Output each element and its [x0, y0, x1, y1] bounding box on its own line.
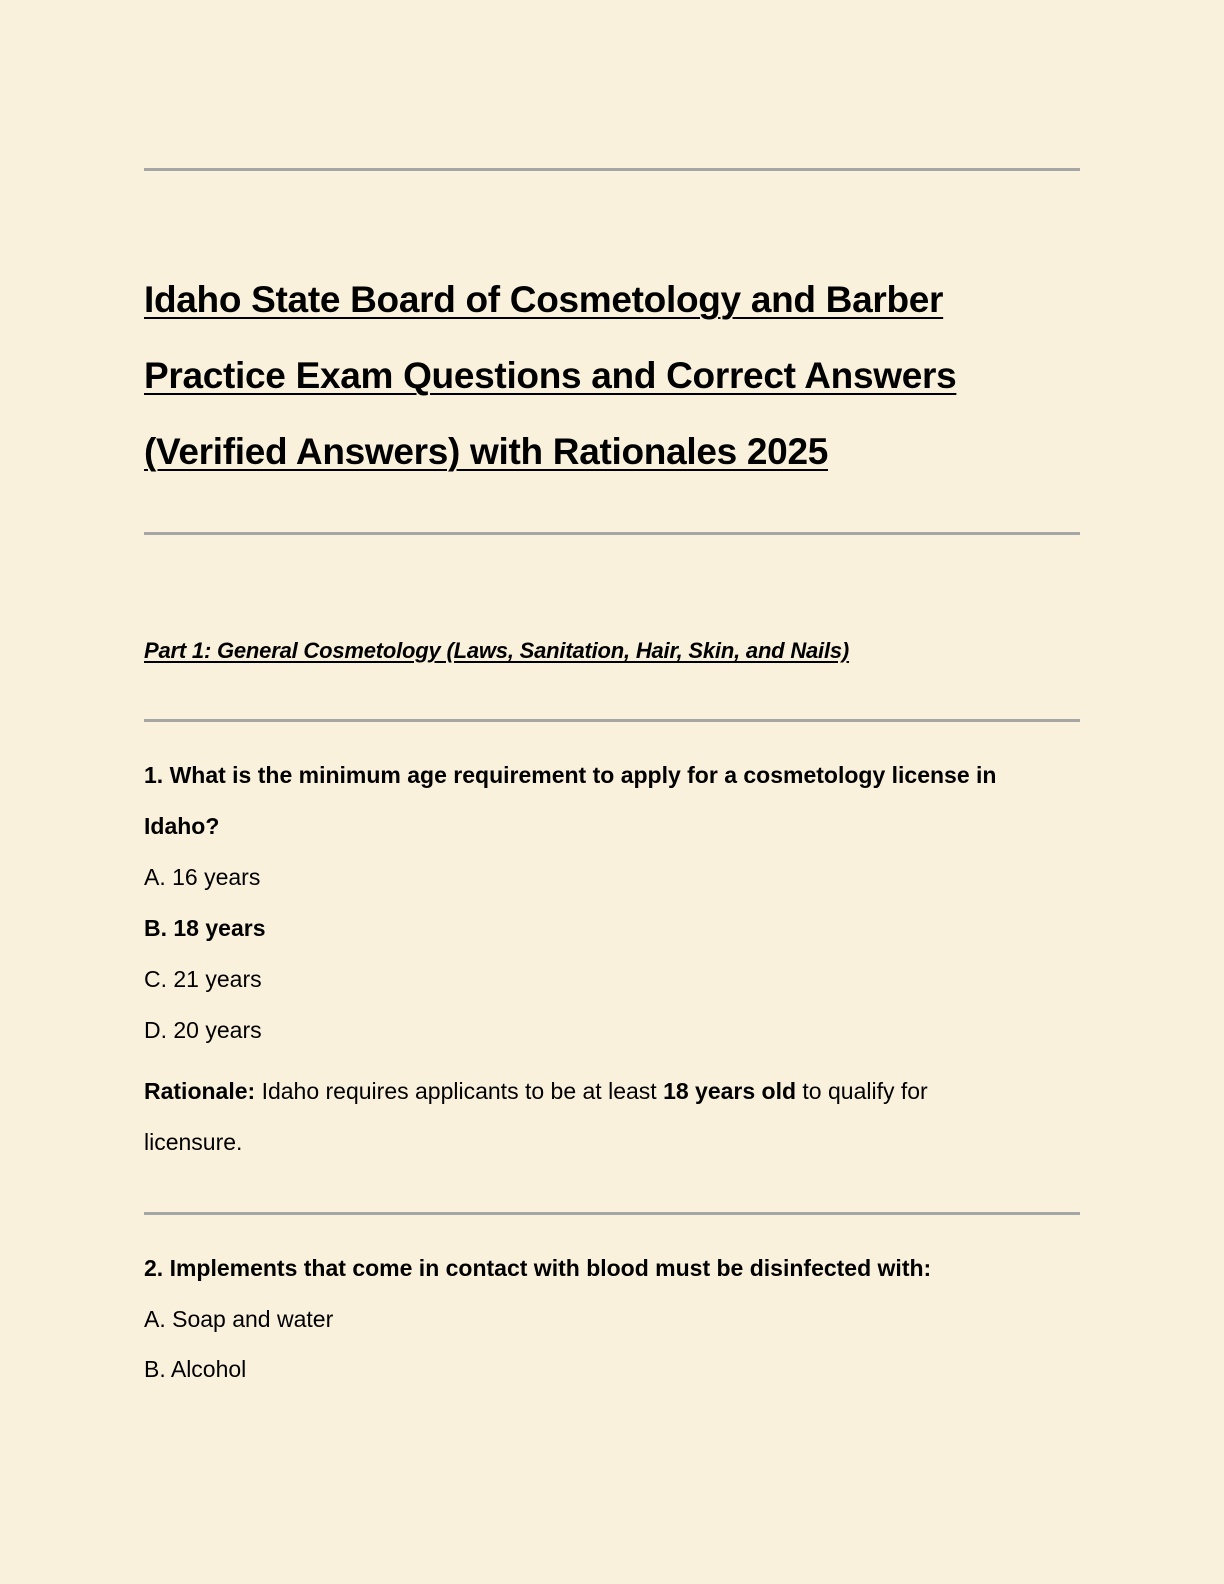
horizontal-rule-top	[144, 168, 1080, 171]
question-1-option-d: D. 20 years	[144, 1017, 262, 1043]
question-1-option-a: A. 16 years	[144, 864, 261, 890]
rationale-text-before: Idaho requires applicants to be at least	[255, 1078, 664, 1104]
question-1-text-line-2: Idaho?	[144, 813, 220, 839]
rationale-label: Rationale:	[144, 1078, 256, 1104]
title-line-1: Idaho State Board of Cosmetology and Barber	[144, 279, 944, 320]
question-1-rationale-continuation: licensure.	[144, 1129, 243, 1155]
question-2-option-a: A. Soap and water	[144, 1306, 334, 1332]
title-line-3: (Verified Answers) with Rationales 2025	[144, 431, 829, 472]
rationale-emphasis: 18 years old	[663, 1078, 797, 1104]
horizontal-rule-after-question-1	[144, 1212, 1080, 1215]
horizontal-rule-after-part-heading	[144, 719, 1080, 722]
question-2-text: 2. Implements that come in contact with blood must be disinfected with:	[144, 1255, 932, 1281]
question-1-text-line-1: 1. What is the minimum age requirement to apply for a cosmetology license in	[144, 762, 997, 788]
question-1-option-b-correct: B. 18 years	[144, 915, 266, 941]
part-heading: Part 1: General Cosmetology (Laws, Sanitation, Hair, Skin, and Nails)	[144, 638, 850, 663]
question-1-option-c: C. 21 years	[144, 966, 262, 992]
horizontal-rule-after-title	[144, 532, 1080, 535]
rationale-text-after: to qualify for	[796, 1078, 928, 1104]
document-title	[144, 262, 1080, 490]
question-2-option-b: B. Alcohol	[144, 1356, 247, 1382]
title-line-2: Practice Exam Questions and Correct Answers	[144, 355, 957, 396]
question-1-rationale	[144, 1076, 928, 1106]
